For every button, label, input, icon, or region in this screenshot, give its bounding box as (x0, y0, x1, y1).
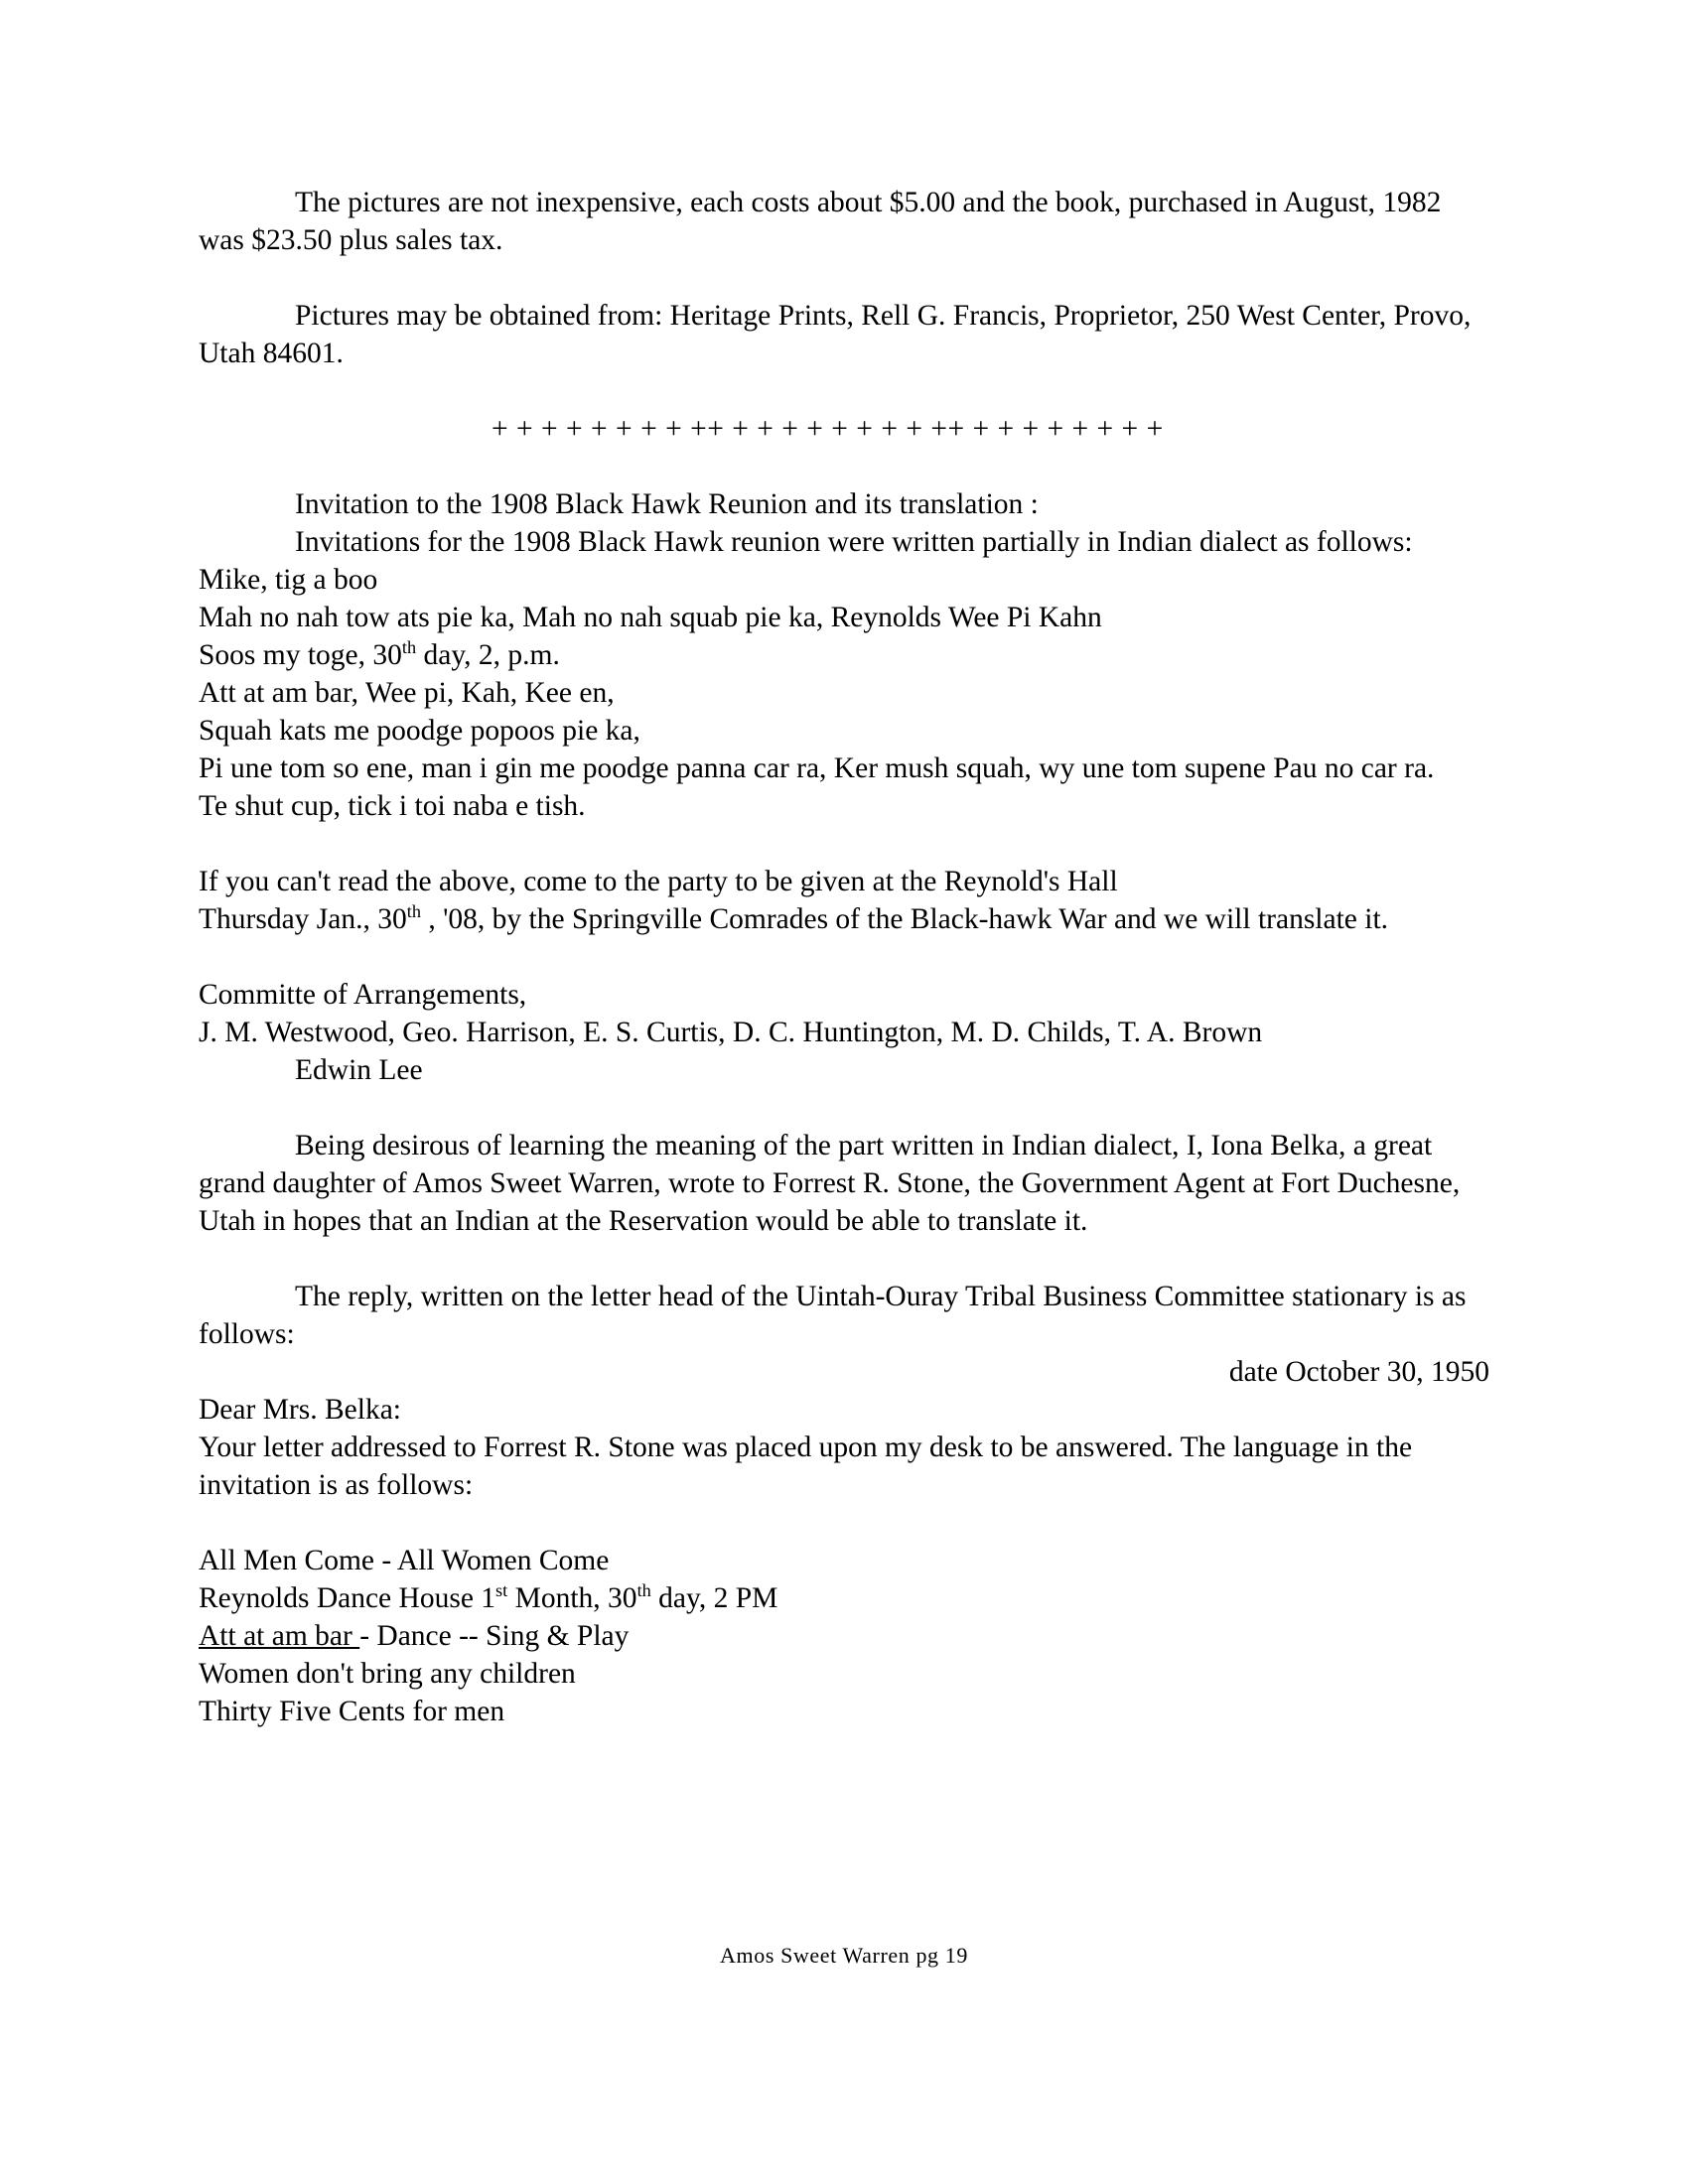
ordinal-suffix-st: st (495, 1580, 508, 1601)
paragraph-pictures-source: Pictures may be obtained from: Heritage Prints, Rell G. Francis, Proprietor, 250 West Center, Provo, Utah 84601. (199, 300, 1472, 369)
dialect-line-5: Squah kats me poodge popoos pie ka, (199, 715, 640, 747)
committee-heading: Committe of Arrangements, (199, 979, 527, 1011)
spacer (199, 1240, 1489, 1278)
dialect-line-1: Mike, tig a boo (199, 564, 378, 596)
spacer (199, 1504, 1489, 1542)
page-footer: Amos Sweet Warren pg 19 (720, 1943, 968, 1968)
dialect-line-3 (199, 636, 1489, 674)
spacer (199, 938, 1489, 976)
paragraph-reply: The reply, written on the letter head of the Uintah-Ouray Tribal Business Committee stationary is as follows: (199, 1281, 1467, 1350)
spacer (199, 825, 1489, 863)
letter-body: Your letter addressed to Forrest R. Stone was placed upon my desk to be answered. The language in the invitation is as follows: (199, 1432, 1413, 1501)
ordinal-suffix-th: th (636, 1580, 651, 1601)
dialect-line-7: Te shut cup, tick i toi naba e tish. (199, 790, 586, 822)
dialect-line-3-text-a: Soos my toge, 30 (199, 639, 402, 671)
document-body (199, 184, 1489, 1730)
plus-sign-divider: + + + + + + + + ++ + + + + + + + + ++ + + + + + + + + (492, 413, 1164, 445)
committee-names: J. M. Westwood, Geo. Harrison, E. S. Curtis, D. C. Huntington, M. D. Childs, T. A. Brown (199, 1017, 1263, 1048)
paragraph-desirous: Being desirous of learning the meaning of the part written in Indian dialect, I, Iona Belka, a great grand daughter of Amos Sweet Warren, wrote to Forrest R. Stone, the Government Agent at Fort Duchesne, Utah in hopes that an Indian at the Reservation would be able to translate it. (199, 1130, 1461, 1237)
translation-line-2-text-b: Month, 30 (507, 1582, 637, 1614)
translation-line-3 (199, 1617, 1489, 1655)
ordinal-suffix-th: th (406, 901, 421, 922)
spacer (199, 259, 1489, 297)
dialect-line-3-text-b: day, 2, p.m. (416, 639, 560, 671)
spacer (199, 372, 1489, 410)
dialect-invitation-lines (199, 561, 1489, 825)
paragraph-cant-read-line1: If you can't read the above, come to the party to be given at the Reynold's Hall (199, 866, 1118, 897)
dialect-line-4: Att at am bar, Wee pi, Kah, Kee en, (199, 677, 615, 709)
dialect-line-2: Mah no nah tow ats pie ka, Mah no nah squab pie ka, Reynolds Wee Pi Kahn (199, 602, 1102, 633)
translation-line-4: Women don't bring any children (199, 1658, 576, 1690)
dialect-line-6: Pi une tom so ene, man i gin me poodge panna car ra, Ker mush squah, wy une tom supene Pau no car ra. (199, 752, 1435, 784)
ordinal-suffix-th: th (401, 637, 417, 658)
translation-line-3-rest: - Dance -- Sing & Play (359, 1620, 630, 1652)
translation-line-2-text-c: day, 2 PM (650, 1582, 778, 1614)
spacer (199, 448, 1489, 485)
letter-date: date October 30, 1950 (1228, 1356, 1489, 1388)
translation-line-2 (199, 1579, 1489, 1617)
cant-read-text-b: , '08, by the Springville Comrades of the Black-hawk War and we will translate it. (420, 903, 1389, 935)
paragraph-invitation-intro: Invitations for the 1908 Black Hawk reunion were written partially in Indian dialect as follows: (295, 526, 1413, 558)
translation-line-5: Thirty Five Cents for men (199, 1696, 505, 1727)
letter-salutation: Dear Mrs. Belka: (199, 1394, 401, 1426)
paragraph-invitation-heading: Invitation to the 1908 Black Hawk Reunion and its translation : (295, 488, 1039, 520)
translation-line-1: All Men Come - All Women Come (199, 1545, 610, 1576)
translation-line-2-text-a: Reynolds Dance House 1 (199, 1582, 496, 1614)
committee-name-extra: Edwin Lee (295, 1054, 423, 1086)
paragraph-pictures-price: The pictures are not inexpensive, each costs about $5.00 and the book, purchased in August, 1982 was $23.50 plus sales tax. (199, 187, 1442, 256)
cant-read-text-a: Thursday Jan., 30 (199, 903, 407, 935)
spacer (199, 1089, 1489, 1127)
translation-line-3-underlined-phrase: Att at am bar (199, 1620, 360, 1652)
translated-invitation-lines (199, 1542, 1489, 1730)
paragraph-cant-read-line2 (199, 900, 1489, 938)
